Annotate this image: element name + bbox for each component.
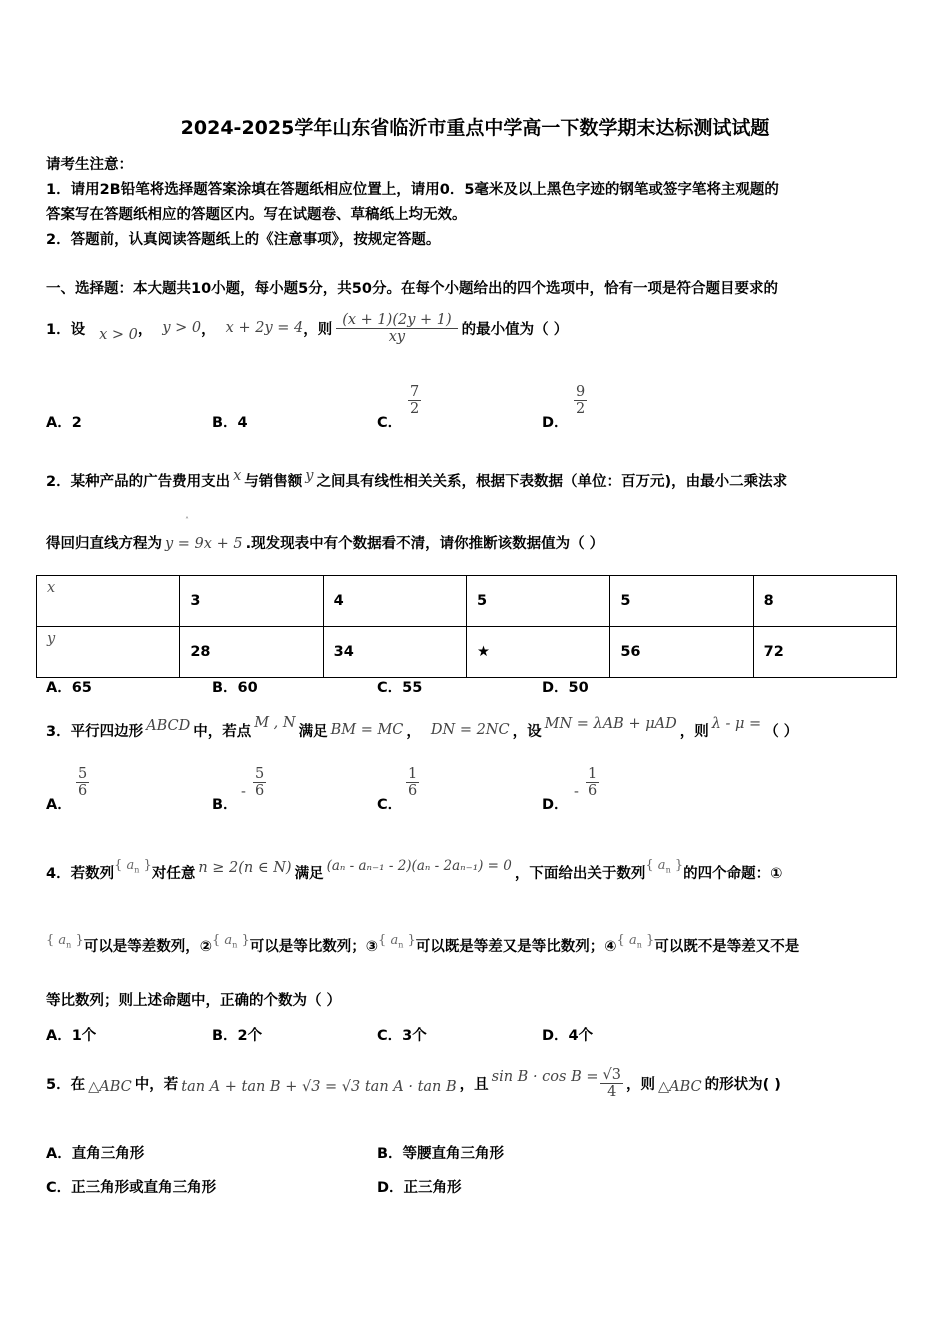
q2-text-3: 之间具有线性相关关系，根据下表数据（单位：百万元)，由最小二乘法求 xyxy=(316,474,788,490)
q5-option-c: C．正三角形或直角三角形 xyxy=(46,1180,217,1196)
q2-option-a: A．65 xyxy=(46,680,92,696)
notice-line-1b: 答案写在答题纸相应的答题区内。写在试题卷、草稿纸上均无效。 xyxy=(46,207,467,223)
q3-option-d-label: D． xyxy=(542,797,569,813)
question-1 xyxy=(46,300,568,356)
table-cell: 56 xyxy=(610,627,753,678)
q4-option-d: D．4个 xyxy=(542,1028,594,1044)
q3-option-b-fraction xyxy=(253,766,266,799)
q3-text-6: （ ） xyxy=(764,723,799,740)
q4-an-sub: n xyxy=(665,865,671,875)
q3-d-sign: - xyxy=(574,784,579,800)
q4-an-sub: n xyxy=(134,865,140,875)
table-cell: 28 xyxy=(180,627,323,678)
q1-d-num: 9 xyxy=(576,384,586,400)
q4-option-a: A．1个 xyxy=(46,1028,97,1044)
q4-seq-5: { $a_n$ } xyxy=(378,932,416,950)
question-3 xyxy=(46,712,798,748)
q4-statement-2: 可以是等比数列；③ xyxy=(249,938,379,955)
q3-option-c-fraction xyxy=(406,766,419,799)
q1-cond-3: x + 2y = 4 xyxy=(225,320,304,336)
q5-triangle: △ABC xyxy=(88,1079,132,1095)
table-cell: 3 xyxy=(180,576,323,627)
table-cell: 72 xyxy=(753,627,896,678)
table-cell: y xyxy=(37,627,180,678)
q2-line-1 xyxy=(46,470,787,491)
q1-option-d-label: D． xyxy=(542,415,569,431)
q3-option-a-fraction xyxy=(76,766,89,799)
q4-seq-1: { $a_n$ } xyxy=(114,857,152,875)
q1-option-b: B．4 xyxy=(212,415,248,431)
q5-text-5: 的形状为( ) xyxy=(704,1076,781,1093)
q5-fraction xyxy=(600,1067,622,1100)
q2-text-4: 得回归直线方程为 xyxy=(46,536,162,552)
q2-option-b: B．60 xyxy=(212,680,258,696)
q1-options xyxy=(46,384,646,434)
q3-text-2: 中，若点 xyxy=(193,723,252,740)
q4-statement-1: 可以是等差数列，② xyxy=(83,938,213,955)
q4-seq-2: { $a_n$ } xyxy=(645,857,684,875)
q2-regression-equation: y = 9x + 5 xyxy=(165,536,243,552)
q4-an-sub: n xyxy=(66,940,72,950)
q4-an-sub: n xyxy=(232,940,238,950)
q1-sep-1: ， xyxy=(137,321,153,338)
q2-line-2 xyxy=(46,532,604,553)
q5-option-a: A．直角三角形 xyxy=(46,1146,145,1162)
q4-seq-3: { $a_n$ } xyxy=(46,932,84,950)
table-row xyxy=(37,627,897,678)
table-cell: 4 xyxy=(323,576,466,627)
q5-frac-den: 4 xyxy=(607,1083,617,1100)
q3-text-3: 满足 xyxy=(298,723,328,740)
q4-text-4: ，下面给出关于数列 xyxy=(514,865,646,882)
q1-option-a: A．2 xyxy=(46,415,82,431)
q3-comma: ， xyxy=(406,723,421,740)
q1-fraction xyxy=(336,312,457,345)
q3-option-b-label: B． xyxy=(212,797,238,813)
q2-text-1: 2．某种产品的广告费用支出 xyxy=(46,474,231,490)
q1-frac-numerator: (x + 1)(2y + 1) xyxy=(336,312,457,329)
notice-heading: 请考生注意： xyxy=(46,157,133,173)
q5-text-3: ，且 xyxy=(459,1076,489,1093)
q3-option-c-label: C． xyxy=(377,797,403,813)
q3-text-4: ，设 xyxy=(512,723,542,740)
q3-b-num: 5 xyxy=(255,766,265,782)
q3-option-d-fraction xyxy=(586,766,599,799)
q3-text-5: ，则 xyxy=(679,723,709,740)
q3-a-num: 5 xyxy=(78,766,88,782)
q4-option-b: B．2个 xyxy=(212,1028,263,1044)
q2-var-x: x xyxy=(233,468,242,484)
q5-text-2: 中，若 xyxy=(134,1076,179,1093)
q1-tail: 的最小值为（ ） xyxy=(461,321,569,338)
q4-an-sub: n xyxy=(398,940,404,950)
q2-option-d: D．50 xyxy=(542,680,589,696)
q3-c-den: 6 xyxy=(408,783,418,799)
q2-text-5: .现发现表中有个数据看不清，请你推断该数据值为（ ） xyxy=(245,536,605,552)
q1-cond-1: x > 0 xyxy=(99,327,138,343)
q1-c-den: 2 xyxy=(410,401,420,417)
section-heading: 一、选择题：本大题共10小题，每小题5分，共50分。在每个小题给出的四个选项中，恰有一项是符合题目要求的 xyxy=(46,281,778,297)
q4-text-3: 满足 xyxy=(294,865,324,882)
q4-an: a xyxy=(224,932,233,948)
q1-frac-denominator: xy xyxy=(388,328,406,345)
q5-equation-1: tan A + tan B + √3 = √3 tan A · tan B xyxy=(181,1079,457,1095)
q4-text-5: 的四个命题：① xyxy=(683,865,783,882)
q5-option-b: B．等腰直角三角形 xyxy=(377,1146,505,1162)
q4-option-c: C．3个 xyxy=(377,1028,427,1044)
q5-option-d: D．正三角形 xyxy=(377,1180,462,1196)
q3-eq-2: DN = 2NC xyxy=(430,722,510,738)
q4-an: a xyxy=(126,857,135,873)
table-cell: 8 xyxy=(753,576,896,627)
notice-line-2: 2．答题前，认真阅读答题纸上的《注意事项》，按规定答题。 xyxy=(46,232,441,248)
q1-then: ，则 xyxy=(303,321,333,338)
table-cell: x xyxy=(37,576,180,627)
q1-d-den: 2 xyxy=(576,401,586,417)
q4-line-3: 等比数列；则上述命题中，正确的个数为（ ） xyxy=(46,993,342,1009)
q4-text-2: 对任意 xyxy=(151,865,196,882)
q5-equation-2: sin B · cos B = xyxy=(491,1069,599,1085)
q5-frac-num: √3 xyxy=(602,1066,621,1083)
q5-text-4: ，则 xyxy=(625,1076,655,1093)
q3-abcd: ABCD xyxy=(146,718,191,734)
q4-an: a xyxy=(628,932,637,948)
q1-number: 1．设 xyxy=(46,321,86,338)
question-4 xyxy=(46,852,782,892)
q3-points-mn: M , N xyxy=(254,715,296,731)
q3-eq-3: MN = λAB + μAD xyxy=(544,716,677,732)
q3-d-den: 6 xyxy=(588,783,598,799)
q3-d-num: 1 xyxy=(588,766,598,782)
q4-statement-4: 可以既不是等差又不是 xyxy=(654,938,800,955)
q3-c-num: 1 xyxy=(408,766,418,782)
q4-an: a xyxy=(58,932,67,948)
table-cell: ★ xyxy=(466,627,609,678)
q1-option-c-fraction xyxy=(408,384,421,417)
q1-c-num: 7 xyxy=(410,384,420,400)
table-cell: 5 xyxy=(610,576,753,627)
q3-b-den: 6 xyxy=(255,783,265,799)
question-5 xyxy=(46,1058,781,1108)
q3-b-sign: - xyxy=(241,784,246,800)
q1-option-c-label: C． xyxy=(377,415,403,431)
q3-options xyxy=(46,766,666,818)
q3-option-a-label: A． xyxy=(46,797,72,813)
q4-seq-6: { $a_n$ } xyxy=(616,932,655,950)
q4-seq-4: { $a_n$ } xyxy=(212,932,250,950)
q4-an: a xyxy=(657,857,666,873)
table-cell: 34 xyxy=(323,627,466,678)
notice-line-1a: 1．请用2B铅笔将选择题答案涂填在答题纸相应位置上，请用0．5毫米及以上黑色字迹的钢笔或签字笔将主观题的 xyxy=(46,182,779,198)
q2-var-y: y xyxy=(305,468,314,484)
q3-a-den: 6 xyxy=(78,783,88,799)
q5-triangle-2: △ABC xyxy=(657,1079,702,1095)
q2-text-2: 与销售额 xyxy=(244,474,303,490)
q1-option-d-fraction xyxy=(574,384,587,417)
q4-statement-3: 可以既是等差又是等比数列；④ xyxy=(415,938,617,955)
q3-text-1: 3．平行四边形 xyxy=(46,723,144,740)
hat-mark-icon: ˄ xyxy=(185,516,189,525)
q4-equation: (aₙ - aₙ₋₁ - 2)(aₙ - 2aₙ₋₁) = 0 xyxy=(326,858,512,874)
q2-data-table xyxy=(36,575,897,678)
q4-an: a xyxy=(390,932,399,948)
q4-text-1: 4．若数列 xyxy=(46,865,115,882)
q4-line-2 xyxy=(46,925,799,965)
q2-option-c: C．55 xyxy=(377,680,423,696)
q4-condition: n ≥ 2(n ∈ N) xyxy=(198,860,292,876)
page-title: 2024-2025学年山东省临沂市重点中学高一下数学期末达标测试试题 xyxy=(180,117,770,139)
q3-eq-1: BM = MC xyxy=(330,722,404,738)
q1-sep-2: ， xyxy=(201,321,216,338)
q3-eq-4: λ - μ = xyxy=(711,716,762,732)
q5-text-1: 5．在 xyxy=(46,1076,86,1093)
table-cell: 5 xyxy=(466,576,609,627)
q4-an-sub: n xyxy=(636,940,642,950)
table-row xyxy=(37,576,897,627)
q1-cond-2: y > 0 xyxy=(162,320,202,336)
